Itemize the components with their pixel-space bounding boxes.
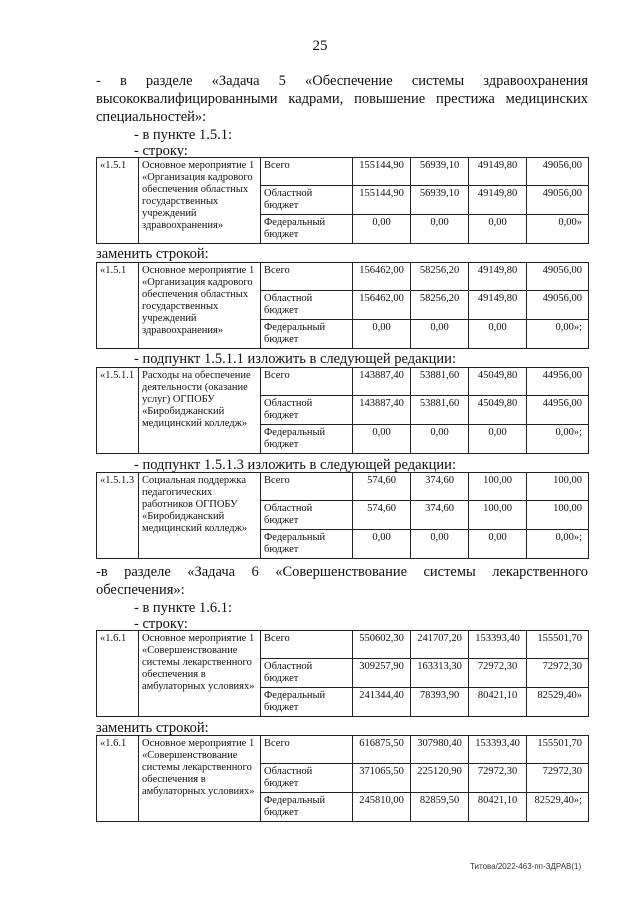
section5-intro-line3: специальностей»: <box>96 109 207 125</box>
amount-cell: 72972,30 <box>469 659 527 688</box>
amount-cell: 0,00»; <box>527 425 589 454</box>
funding-source-label: Всего <box>261 736 353 764</box>
amount-cell: 78393,90 <box>411 688 469 717</box>
item-number: «1.5.1 <box>97 158 139 244</box>
amount-cell: 371065,50 <box>353 764 411 793</box>
amount-cell: 100,00 <box>469 501 527 530</box>
amount-cell: 49056,00 <box>527 291 589 320</box>
amount-cell: 72972,30 <box>527 659 589 688</box>
amount-cell: 100,00 <box>527 473 589 501</box>
amount-cell: 307980,40 <box>411 736 469 764</box>
section5-replace-label: заменить строкой: <box>96 246 209 262</box>
funding-source-label: Федеральный бюджет <box>261 530 353 559</box>
amount-cell: 0,00 <box>469 215 527 244</box>
amount-cell: 49149,80 <box>469 186 527 215</box>
table-row <box>97 158 589 186</box>
funding-source-label: Всего <box>261 263 353 291</box>
subpoint-1-5-1-1: - подпункт 1.5.1.1 изложить в следующей редакции: <box>134 351 456 367</box>
table-1-5-1-old <box>96 157 589 244</box>
item-description: Основное мероприятие 1 «Организация кадрового обеспечения областных государственных учреждений здравоохранения» <box>139 158 261 244</box>
table-1-5-1-3 <box>96 472 589 559</box>
item-number: «1.5.1 <box>97 263 139 349</box>
amount-cell: 155501,70 <box>527 631 589 659</box>
amount-cell: 0,00 <box>353 425 411 454</box>
section6-replace-label: заменить строкой: <box>96 720 209 736</box>
section5-intro-line2: высококвалифицированными кадрами, повышение престижа медицинских <box>96 91 588 107</box>
amount-cell: 616875,50 <box>353 736 411 764</box>
amount-cell: 49149,80 <box>469 158 527 186</box>
amount-cell: 0,00 <box>411 320 469 349</box>
funding-source-label: Всего <box>261 631 353 659</box>
funding-source-label: Федеральный бюджет <box>261 793 353 822</box>
amount-cell: 0,00 <box>411 530 469 559</box>
subpoint-1-5-1-3: - подпункт 1.5.1.3 изложить в следующей редакции: <box>134 457 456 473</box>
section6-intro-line2: обеспечения»: <box>96 582 185 598</box>
funding-source-label: Областной бюджет <box>261 659 353 688</box>
amount-cell: 72972,30 <box>469 764 527 793</box>
amount-cell: 0,00»; <box>527 530 589 559</box>
amount-cell: 225120,90 <box>411 764 469 793</box>
funding-source-label: Областной бюджет <box>261 764 353 793</box>
amount-cell: 143887,40 <box>353 368 411 396</box>
amount-cell: 100,00 <box>527 501 589 530</box>
amount-cell: 80421,10 <box>469 688 527 717</box>
amount-cell: 0,00» <box>527 215 589 244</box>
table-1-5-1-1 <box>96 367 589 454</box>
amount-cell: 56939,10 <box>411 186 469 215</box>
amount-cell: 574,60 <box>353 473 411 501</box>
amount-cell: 155144,90 <box>353 158 411 186</box>
item-description: Основное мероприятие 1 «Совершенствование системы лекарственного обеспечения в амбулаторных условиях» <box>139 736 261 822</box>
section5-row-label: - строку: <box>134 143 188 159</box>
amount-cell: 0,00 <box>411 215 469 244</box>
table-1-6-1-new <box>96 735 589 822</box>
amount-cell: 0,00 <box>353 215 411 244</box>
amount-cell: 49056,00 <box>527 186 589 215</box>
funding-source-label: Федеральный бюджет <box>261 215 353 244</box>
section5-intro-line1: - в разделе «Задача 5 «Обеспечение системы здравоохранения <box>96 73 588 89</box>
table-1-5-1-new <box>96 262 589 349</box>
section5-point: - в пункте 1.5.1: <box>134 127 232 143</box>
amount-cell: 241344,40 <box>353 688 411 717</box>
amount-cell: 0,00 <box>353 320 411 349</box>
amount-cell: 45049,80 <box>469 396 527 425</box>
amount-cell: 143887,40 <box>353 396 411 425</box>
section6-intro-line1: -в разделе «Задача 6 «Совершенствование системы лекарственного <box>96 564 588 580</box>
amount-cell: 49149,80 <box>469 291 527 320</box>
section6-row-label: - строку: <box>134 616 188 632</box>
table-row <box>97 736 589 764</box>
amount-cell: 49056,00 <box>527 158 589 186</box>
amount-cell: 58256,20 <box>411 291 469 320</box>
table-row <box>97 368 589 396</box>
amount-cell: 550602,30 <box>353 631 411 659</box>
funding-source-label: Всего <box>261 158 353 186</box>
amount-cell: 574,60 <box>353 501 411 530</box>
amount-cell: 156462,00 <box>353 291 411 320</box>
amount-cell: 53881,60 <box>411 396 469 425</box>
amount-cell: 0,00 <box>469 425 527 454</box>
funding-source-label: Всего <box>261 368 353 396</box>
item-description: Социальная поддержка педагогических работников ОГПОБУ «Биробиджанский медицинский колледж» <box>139 473 261 559</box>
table-1-6-1-old <box>96 630 589 717</box>
amount-cell: 0,00 <box>469 530 527 559</box>
amount-cell: 163313,30 <box>411 659 469 688</box>
amount-cell: 44956,00 <box>527 368 589 396</box>
amount-cell: 153393,40 <box>469 631 527 659</box>
amount-cell: 153393,40 <box>469 736 527 764</box>
amount-cell: 44956,00 <box>527 396 589 425</box>
funding-source-label: Областной бюджет <box>261 501 353 530</box>
funding-source-label: Федеральный бюджет <box>261 688 353 717</box>
amount-cell: 82859,50 <box>411 793 469 822</box>
amount-cell: 374,60 <box>411 473 469 501</box>
amount-cell: 0,00 <box>469 320 527 349</box>
amount-cell: 72972,30 <box>527 764 589 793</box>
amount-cell: 49149,80 <box>469 263 527 291</box>
item-description: Основное мероприятие 1 «Организация кадрового обеспечения областных государственных учреждений здравоохранения» <box>139 263 261 349</box>
funding-source-label: Федеральный бюджет <box>261 320 353 349</box>
amount-cell: 58256,20 <box>411 263 469 291</box>
table-row <box>97 263 589 291</box>
amount-cell: 56939,10 <box>411 158 469 186</box>
amount-cell: 241707,20 <box>411 631 469 659</box>
amount-cell: 53881,60 <box>411 368 469 396</box>
amount-cell: 0,00 <box>411 425 469 454</box>
item-number: «1.5.1.3 <box>97 473 139 559</box>
amount-cell: 0,00 <box>353 530 411 559</box>
item-description: Расходы на обеспечение деятельности (оказание услуг) ОГПОБУ «Биробиджанский медицинский колледж» <box>139 368 261 454</box>
funding-source-label: Всего <box>261 473 353 501</box>
amount-cell: 80421,10 <box>469 793 527 822</box>
amount-cell: 49056,00 <box>527 263 589 291</box>
amount-cell: 155501,70 <box>527 736 589 764</box>
item-number: «1.6.1 <box>97 736 139 822</box>
funding-source-label: Федеральный бюджет <box>261 425 353 454</box>
amount-cell: 0,00»; <box>527 320 589 349</box>
amount-cell: 82529,40»; <box>527 793 589 822</box>
table-row <box>97 473 589 501</box>
funding-source-label: Областной бюджет <box>261 396 353 425</box>
amount-cell: 100,00 <box>469 473 527 501</box>
table-row <box>97 631 589 659</box>
section6-point: - в пункте 1.6.1: <box>134 600 232 616</box>
amount-cell: 155144,90 <box>353 186 411 215</box>
amount-cell: 374,60 <box>411 501 469 530</box>
funding-source-label: Областной бюджет <box>261 186 353 215</box>
funding-source-label: Областной бюджет <box>261 291 353 320</box>
footer-document-code: Титова/2022-463-пп-ЗДРАВ(1) <box>470 862 582 871</box>
amount-cell: 45049,80 <box>469 368 527 396</box>
amount-cell: 82529,40» <box>527 688 589 717</box>
item-number: «1.5.1.1 <box>97 368 139 454</box>
amount-cell: 309257,90 <box>353 659 411 688</box>
amount-cell: 245810,00 <box>353 793 411 822</box>
item-number: «1.6.1 <box>97 631 139 717</box>
amount-cell: 156462,00 <box>353 263 411 291</box>
item-description: Основное мероприятие 1 «Совершенствование системы лекарственного обеспечения в амбулаторных условиях» <box>139 631 261 717</box>
page-number: 25 <box>312 38 328 54</box>
